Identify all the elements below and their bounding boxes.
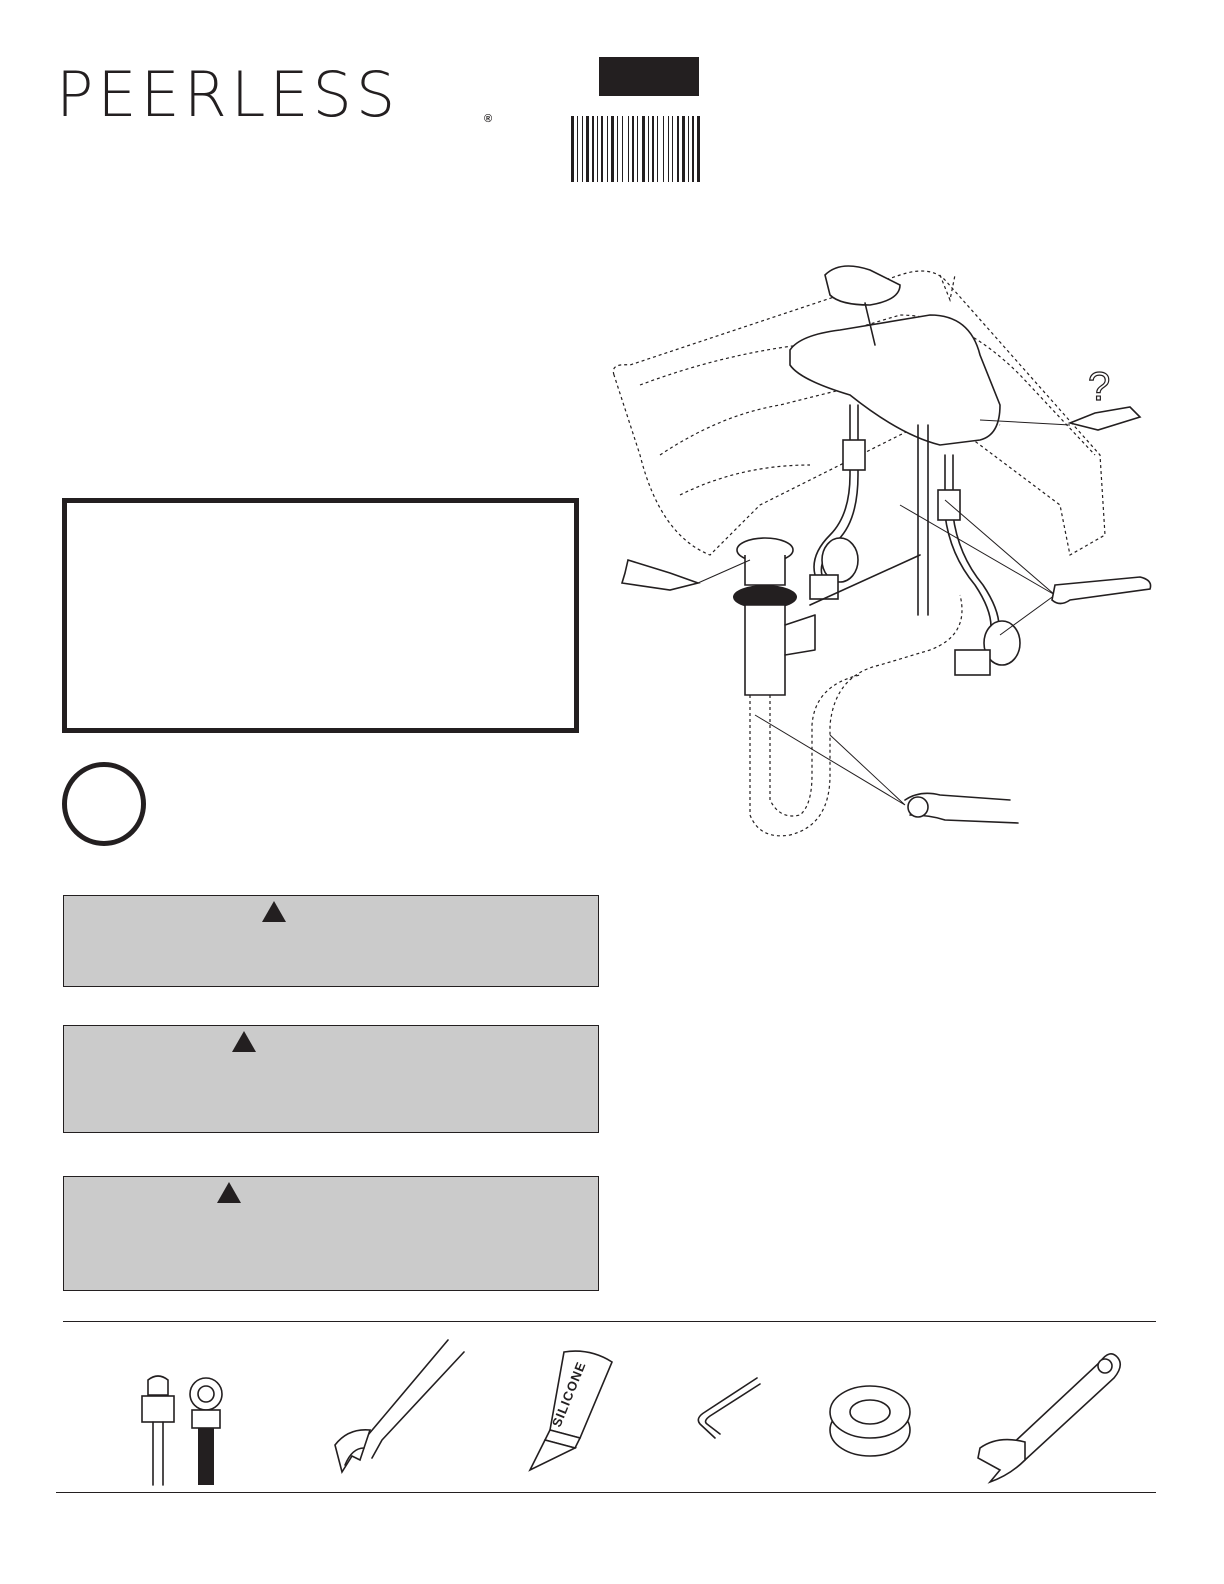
- installation-diagram: [600, 255, 1170, 845]
- hex-key-icon: [698, 1378, 760, 1438]
- warning-triangle-icon: [232, 1031, 256, 1052]
- warning-panel-3: [63, 1176, 599, 1291]
- barcode-bar: [668, 116, 669, 182]
- sealant-tube-callout: [980, 365, 1140, 430]
- barcode-bar: [582, 116, 583, 182]
- barcode-bar: [692, 116, 694, 182]
- tools-divider-bottom: [56, 1492, 1156, 1493]
- model-number-box: [599, 57, 699, 96]
- barcode-bar: [597, 116, 598, 182]
- faucet-handle: [825, 266, 900, 305]
- barcode-bar: [697, 116, 700, 182]
- sink-outline: [613, 271, 1105, 555]
- barcode-bar: [607, 116, 608, 182]
- barcode-bar: [571, 116, 574, 182]
- warning-triangle-icon: [217, 1182, 241, 1203]
- brand-name: PEERLESS: [56, 58, 400, 126]
- barcode-bar: [648, 116, 649, 182]
- barcode-bar: [663, 116, 664, 182]
- barcode-bar: [617, 116, 618, 182]
- barcode-bar: [688, 116, 689, 182]
- question-mark: ?: [1088, 365, 1111, 409]
- sealant-tube-left: [622, 560, 750, 590]
- warning-panel-2: [63, 1025, 599, 1133]
- warning-panel-1: [63, 895, 599, 987]
- peerless-logo: [56, 50, 496, 126]
- barcode-bar: [637, 116, 638, 182]
- pliers-callout: [755, 715, 1018, 823]
- barcode-bar: [652, 116, 654, 182]
- warning-triangle-icon: [262, 901, 286, 922]
- tools-divider-top: [63, 1321, 1156, 1322]
- barcode-bar: [672, 116, 673, 182]
- registered-mark: ®: [484, 113, 493, 125]
- supply-lines-icon: [142, 1376, 222, 1485]
- barcode-bar: [632, 116, 634, 182]
- silicone-label: SILICONE: [548, 1359, 589, 1430]
- silicone-tube-icon: [530, 1351, 612, 1470]
- adjustable-wrench-icon: [978, 1354, 1120, 1482]
- barcode-bar: [611, 116, 614, 182]
- barcode-bar: [677, 116, 679, 182]
- step-circle: [62, 762, 146, 846]
- plumbers-tape-icon: [830, 1386, 910, 1456]
- notice-box: [62, 498, 579, 733]
- barcode: [569, 116, 729, 182]
- barcode-bar: [586, 116, 589, 182]
- barcode-bar: [642, 116, 645, 182]
- barcode-bar: [601, 116, 603, 182]
- barcode-bar: [682, 116, 685, 182]
- barcode-bar: [628, 116, 629, 182]
- tools-strip: [120, 1330, 1130, 1490]
- barcode-bar: [622, 116, 623, 182]
- faucet-body: [790, 315, 1000, 445]
- pliers-icon: [335, 1340, 464, 1472]
- barcode-bar: [657, 116, 658, 182]
- barcode-bar: [577, 116, 578, 182]
- barcode-bar: [592, 116, 594, 182]
